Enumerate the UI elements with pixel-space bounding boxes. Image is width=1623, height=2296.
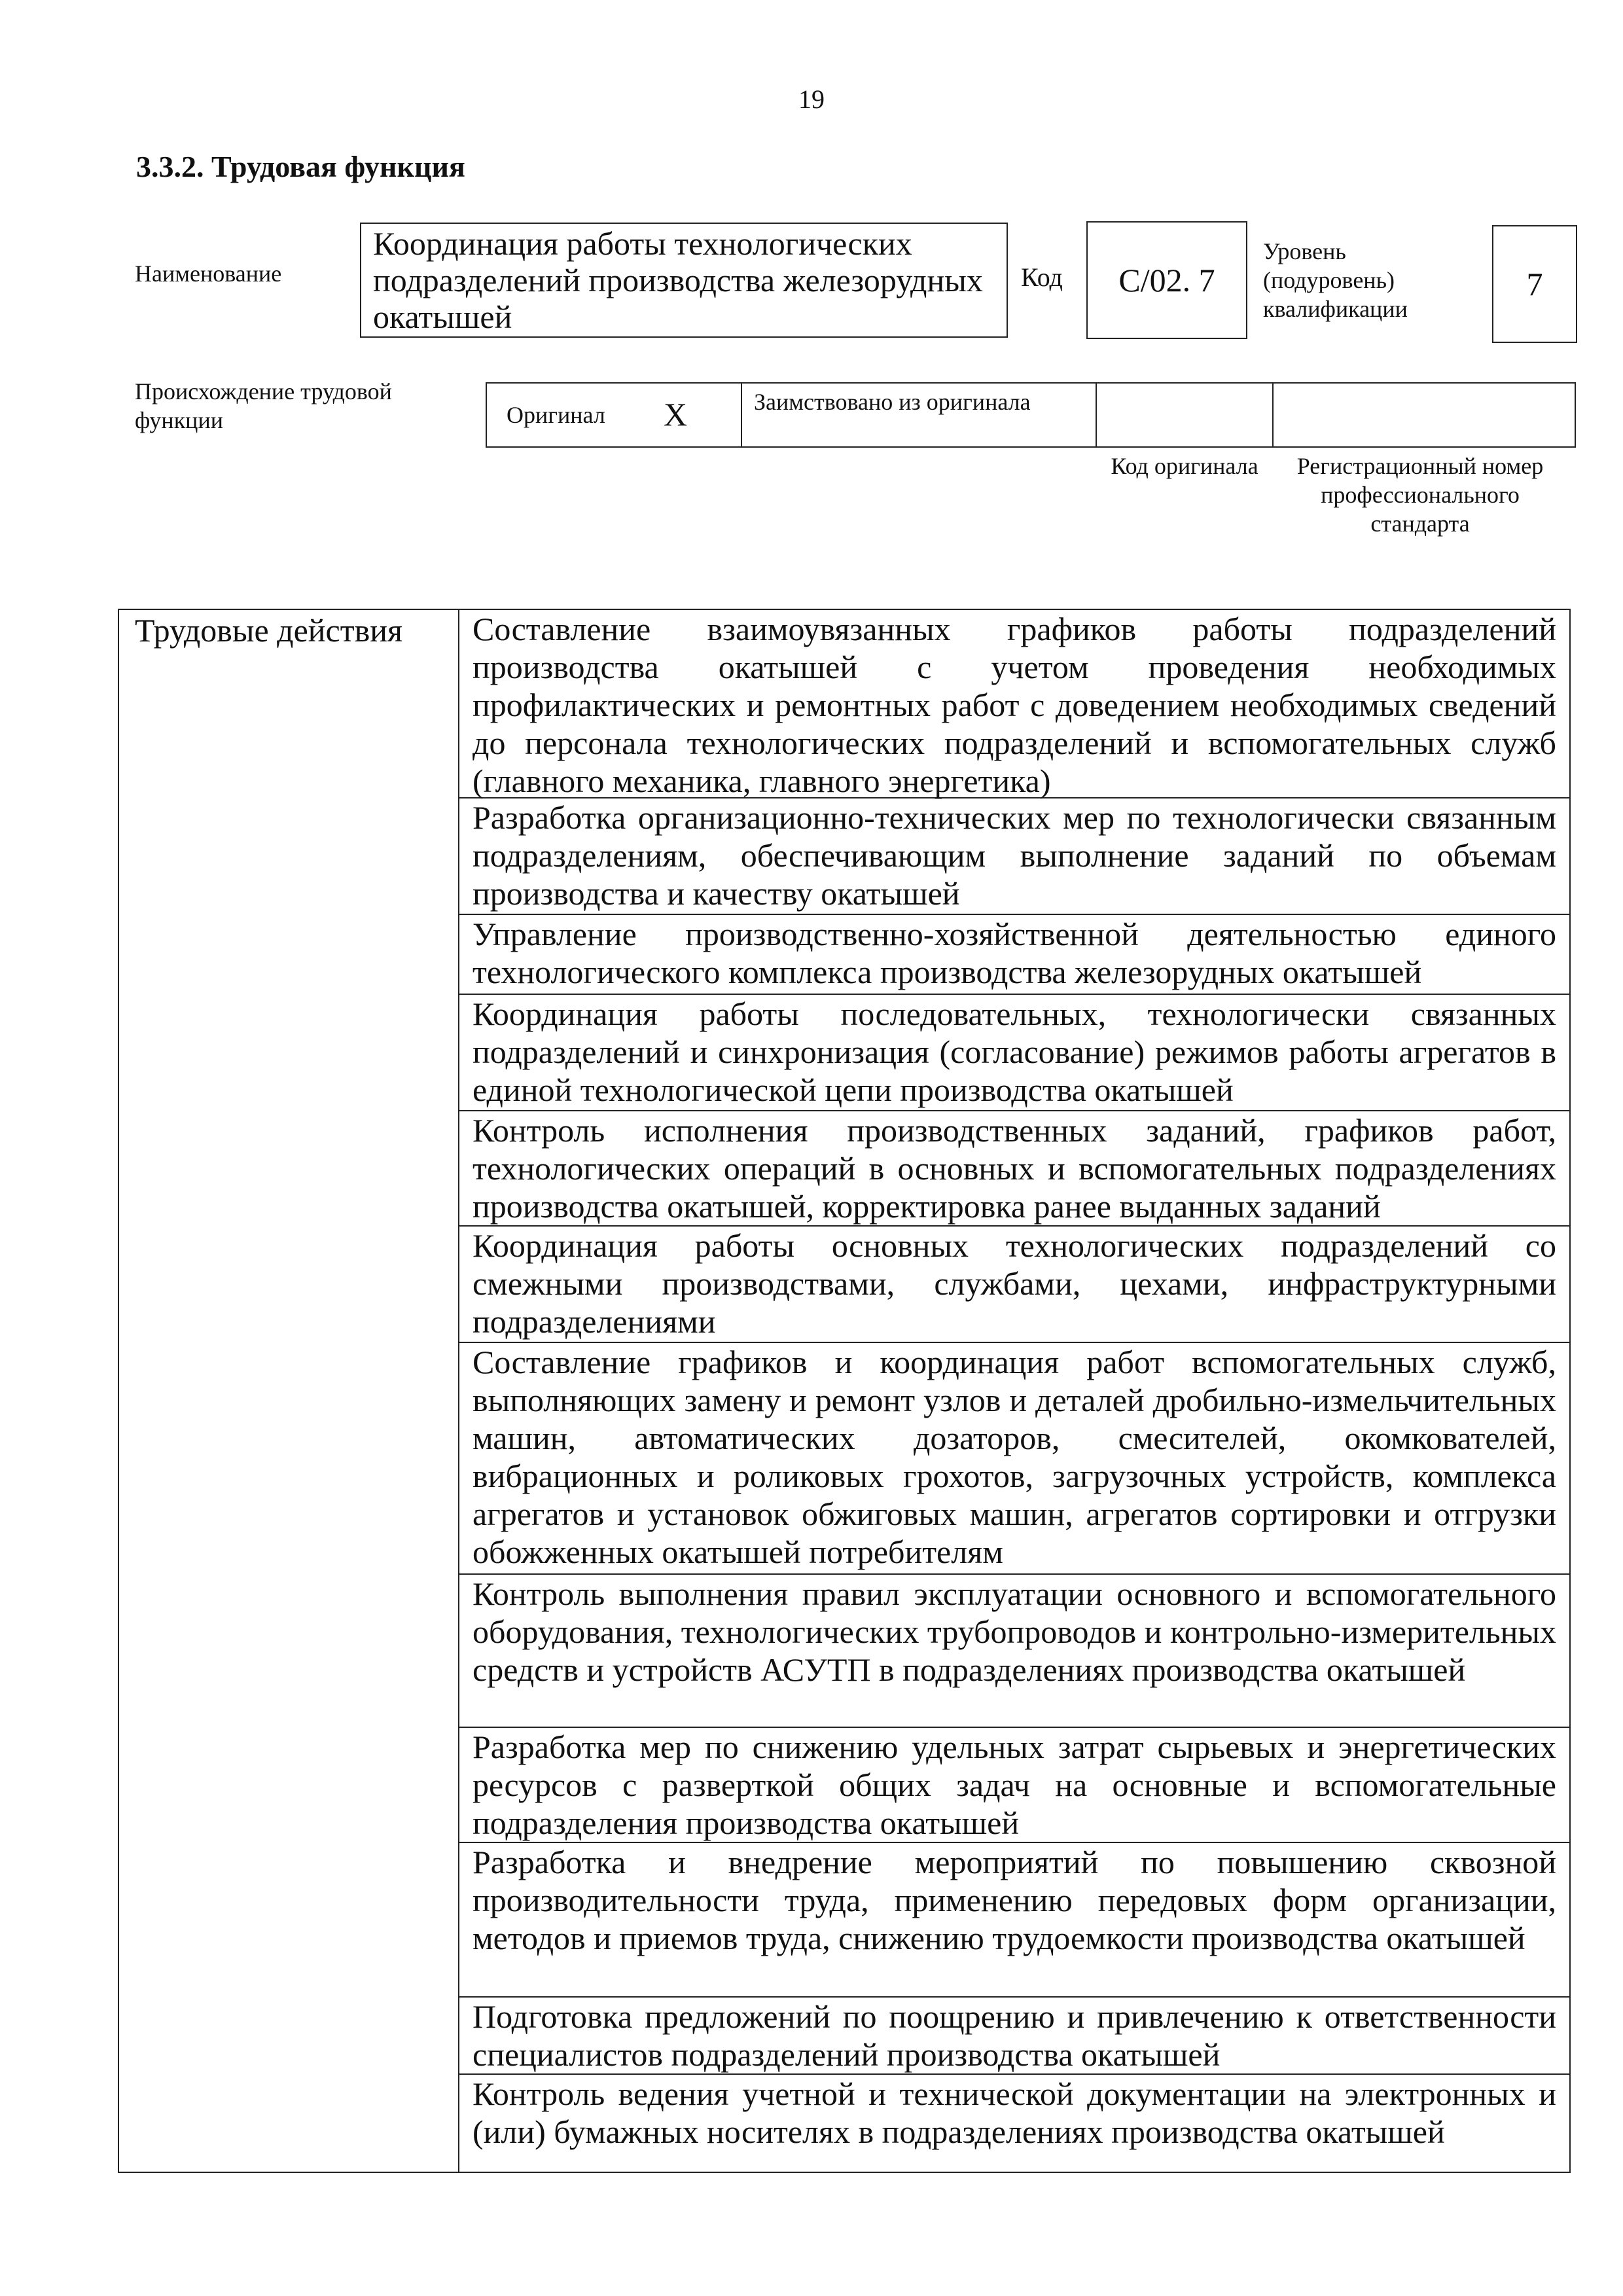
action-row: Разработка мер по снижению удельных затрат сырьевых и энергетических ресурсов с разверткой общих задач на основные и вспомогательные подразделения производства окатышей xyxy=(459,1728,1569,1843)
action-row: Контроль исполнения производственных заданий, графиков работ, технологических операций в основных и вспомогательных подразделениях производства окатышей, корректировка ранее выданных заданий xyxy=(459,1111,1569,1227)
actions-list xyxy=(459,610,1569,2172)
name-value-box xyxy=(360,223,1008,338)
actions-table xyxy=(118,609,1571,2173)
origin-original-cell xyxy=(487,384,742,446)
level-value: 7 xyxy=(1526,266,1543,302)
action-row: Управление производственно-хозяйственной деятельностью единого технологического комплекса производства железорудных окатышей xyxy=(459,915,1569,995)
action-row: Составление взаимоувязанных графиков работы подразделений производства окатышей с учетом проведения необходимых профилактических и ремонтных работ с доведением необходимых сведений до персонала технологических подразделений и вспомогательных служб (главного механика, главного энергетика) xyxy=(459,610,1569,798)
action-row: Разработка организационно-технических мер по технологически связанным подразделениям, обеспечивающим выполнение заданий по объемам производства и качеству окатышей xyxy=(459,798,1569,915)
action-row: Координация работы последовательных, технологически связанных подразделений и синхронизация (согласование) режимов работы агрегатов в единой технологической цепи производства окатышей xyxy=(459,995,1569,1111)
name-value: Координация работы технологических подразделений производства железорудных окатышей xyxy=(373,225,983,335)
actions-label: Трудовые действия xyxy=(135,612,402,649)
action-row: Составление графиков и координация работ вспомогательных служб, выполняющих замену и ремонт узлов и деталей дробильно-измельчительных машин, автоматических дозаторов, смесителей, окомкователей, вибрационных и роликовых грохотов, загрузочных устройств, комплекса агрегатов и установок обжиговых машин, агрегатов сортировки и отгрузки обожженных окатышей потребителям xyxy=(459,1343,1569,1575)
code-original-caption: Код оригинала xyxy=(1111,453,1258,479)
origin-reg-number-cell xyxy=(1274,384,1575,446)
level-value-box xyxy=(1492,225,1577,343)
actions-header-cell xyxy=(119,610,459,2172)
action-row: Контроль выполнения правил эксплуатации основного и вспомогательного оборудования, технологических трубопроводов и контрольно-измерительных средств и устройств АСУТП в подразделениях производства окатышей xyxy=(459,1575,1569,1728)
origin-code-cell xyxy=(1097,384,1274,446)
origin-row xyxy=(486,382,1576,448)
name-label: Наименование xyxy=(135,260,282,287)
code-value-box xyxy=(1086,221,1247,339)
action-row: Разработка и внедрение мероприятий по повышению сквозной производительности труда, применению передовых форм организации, методов и приемов труда, снижению трудоемкости производства окатышей xyxy=(459,1843,1569,1998)
level-label: Уровень (подуровень) квалификации xyxy=(1263,238,1408,322)
page-number: 19 xyxy=(798,84,825,114)
code-value: C/02. 7 xyxy=(1118,262,1215,298)
original-mark: X xyxy=(664,396,688,433)
code-label: Код xyxy=(1021,262,1063,292)
section-title: 3.3.2. Трудовая функция xyxy=(136,150,465,183)
reg-number-caption: Регистрационный номер профессионального стандарта xyxy=(1296,453,1544,537)
origin-borrowed-cell xyxy=(742,384,1097,446)
action-row: Контроль ведения учетной и технической документации на электронных и (или) бумажных носителях в подразделениях производства окатышей xyxy=(473,2075,1556,2150)
action-row: Подготовка предложений по поощрению и привлечению к ответственности специалистов подразделений производства окатышей xyxy=(459,1998,1569,2075)
borrowed-label: Заимствовано из оригинала xyxy=(754,389,1031,415)
origin-label: Происхождение трудовой функции xyxy=(135,378,392,433)
original-label: Оригинал xyxy=(507,402,605,428)
action-row: Координация работы основных технологических подразделений со смежными производствами, службами, цехами, инфраструктурными подразделениями xyxy=(459,1227,1569,1343)
